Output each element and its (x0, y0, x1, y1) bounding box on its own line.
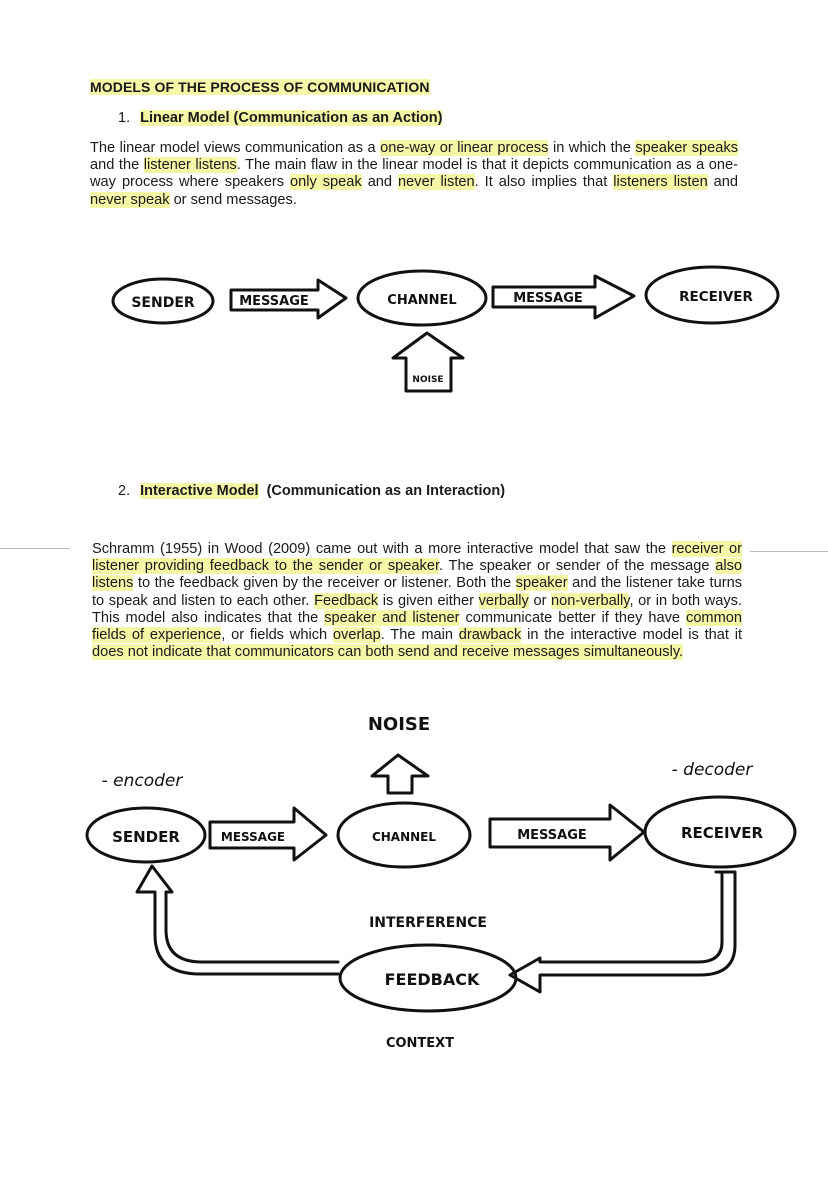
section2-paragraph-run: Schramm (1955) in Wood (2009) came out with a more interactive model that saw the (92, 541, 672, 557)
section2-paragraph-run: common fields of experience (92, 609, 742, 644)
interactive-return-arrow (510, 872, 735, 992)
interactive-message2-label: MESSAGE (517, 828, 587, 843)
section2-paragraph-run: . The speaker or sender of the message (439, 558, 716, 575)
linear-message2-label: MESSAGE (513, 291, 583, 306)
interactive-receiver-label: RECEIVER (680, 824, 764, 842)
section2-heading-text: Interactive Model (140, 483, 259, 499)
document-title: MODELS OF THE PROCESS OF COMMUNICATION (90, 79, 430, 95)
section2-paragraph-run: communicate better if they have (459, 609, 687, 626)
section2-paragraph-run: speaker (515, 575, 568, 592)
linear-sender-label: SENDER (131, 295, 195, 311)
section1-paragraph-run: one-way or linear process (380, 140, 549, 156)
section2-paragraph-run: sender or speaker (318, 558, 439, 575)
section1-paragraph-run: speaker speaks (635, 140, 738, 156)
interactive-noise-arrow (372, 755, 428, 793)
section1-number: 1. (118, 110, 131, 126)
section2-paragraph-run: , or fields which (221, 627, 333, 644)
section2-number: 2. (118, 483, 131, 499)
section1-paragraph-run: listeners listen (613, 174, 708, 191)
section1-paragraph-run: only speak (289, 174, 362, 191)
section2-paragraph-run: also listens (92, 558, 742, 592)
section1-paragraph-run: or send messages. (169, 191, 297, 208)
linear-receiver-label: RECEIVER (679, 289, 753, 305)
section2-paragraph-run: receiver or listener providing feedback to the (92, 541, 743, 575)
section1-paragraph-run: never listen (398, 174, 475, 191)
section1-heading-text: Linear Model (Communication as an Action) (140, 110, 443, 126)
section1-paragraph-run: . It also implies that (474, 174, 614, 191)
section2-paragraph-run: is given either (378, 592, 479, 609)
interactive-message1-label: MESSAGE (220, 830, 286, 844)
interactive-context-label: CONTEXT (385, 1036, 455, 1051)
interactive-encoder-label: - encoder (101, 771, 183, 791)
section1-paragraph-run: listener listens (143, 157, 237, 174)
linear-channel-label: CHANNEL (387, 293, 457, 308)
section1-paragraph-run: never speak (90, 191, 170, 208)
section1-paragraph-run: in which the (548, 140, 636, 156)
linear-message1-label: MESSAGE (239, 294, 309, 309)
section2-paragraph-run: in the interactive model is that it (521, 627, 743, 644)
section1-paragraph-run: and the (90, 157, 144, 174)
section2-paragraph-run: . The main (380, 627, 459, 644)
interactive-feedback-label: FEEDBACK (384, 970, 480, 989)
interactive-feedback-arrow (137, 866, 338, 974)
section1-paragraph-run: and (361, 174, 399, 191)
section2-paragraph-run: does not indicate that communicators can both send and receive messages simultaneously. (92, 644, 684, 661)
section2-paragraph-run: , or in both ways. This model also indicates that the (92, 592, 742, 626)
interactive-noise-label: NOISE (367, 714, 431, 735)
section2-paragraph-run: Feedback (314, 592, 379, 609)
section2-paragraph-run: to the feedback given by the receiver or listener. Both the (133, 575, 516, 592)
interactive-interference-label: INTERFERENCE (369, 915, 487, 931)
linear-noise-label: NOISE (412, 375, 444, 385)
section1-paragraph-run: The linear model views communication as a (90, 140, 381, 156)
section2-paragraph-run: overlap (332, 627, 381, 644)
section2-paragraph-run: drawback (458, 627, 522, 644)
interactive-decoder-label: - decoder (671, 760, 753, 780)
interactive-channel-label: CHANNEL (371, 830, 437, 844)
section2-paragraph-run: verbally (478, 592, 529, 609)
section2-heading-sub: (Communication as an Interaction) (266, 483, 506, 499)
section2-paragraph-run: or (528, 592, 552, 609)
section2-paragraph-run: non-verbally (551, 592, 630, 609)
section2-paragraph-run: and the listener take turns to speak and listen to each other. (92, 575, 743, 609)
section1-paragraph-run: . The main flaw in the linear model is that it depicts communication as a one-way process where speakers (90, 157, 739, 191)
interactive-sender-label: SENDER (112, 828, 180, 846)
section1-paragraph-run: and (707, 174, 739, 191)
section2-paragraph-run: speaker and listener (324, 609, 460, 626)
